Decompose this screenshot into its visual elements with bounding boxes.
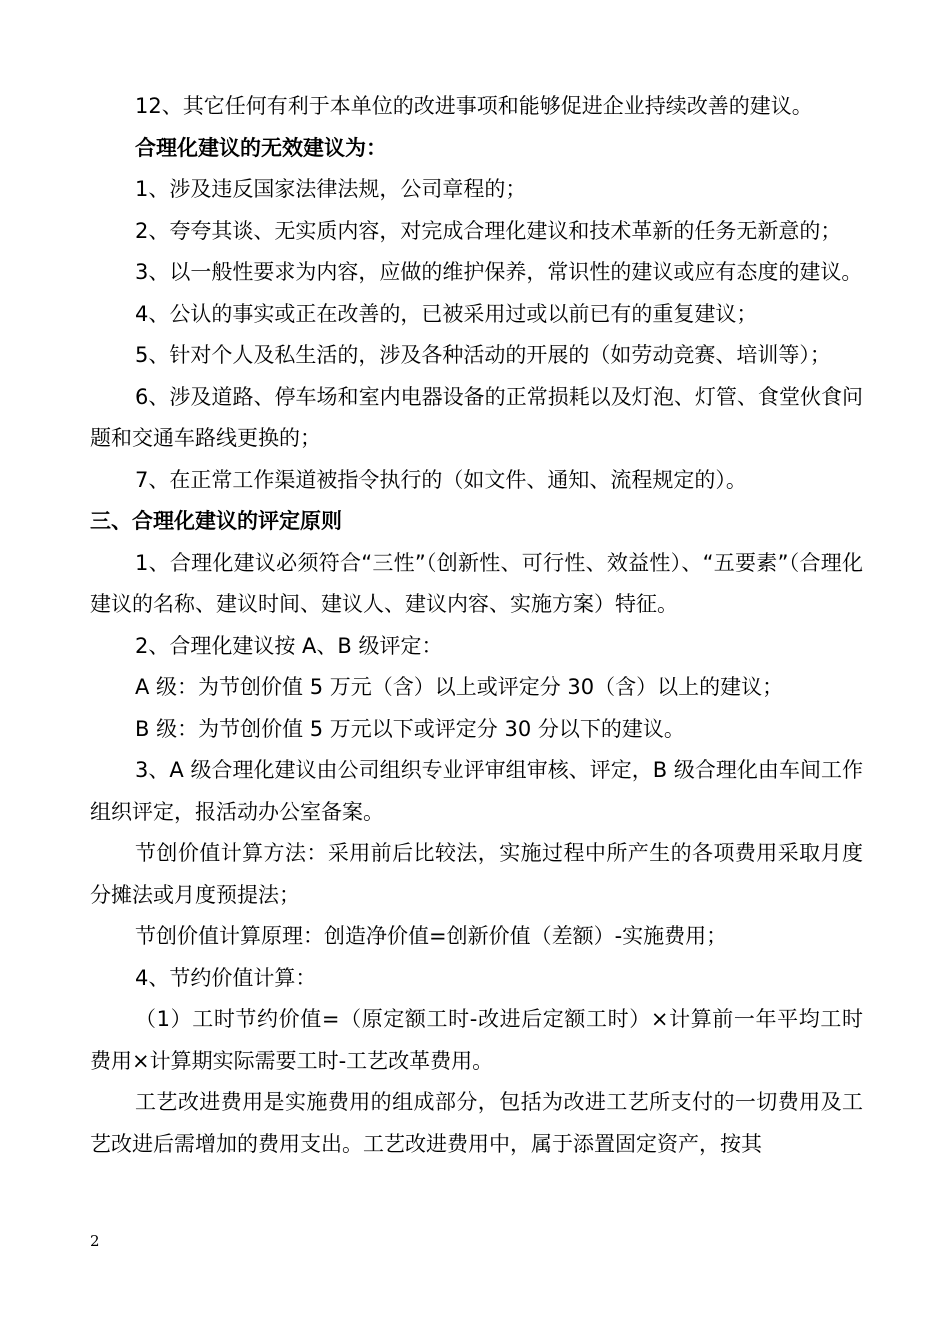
paragraph: 1、合理化建议必须符合“三性”（创新性、可行性、效益性）、“五要素”（合理化建议的名称、建议时间、建议人、建议内容、实施方案）特征。 bbox=[90, 550, 863, 616]
paragraph: 4、公认的事实或正在改善的，已被采用过或以前已有的重复建议； bbox=[135, 301, 758, 326]
paragraph: 节创价值计算方法：采用前后比较法，实施过程中所产生的各项费用采取月度分摊法或月度预提法； bbox=[90, 841, 863, 907]
paragraph: 2、夸夸其谈、无实质内容，对完成合理化建议和技术革新的任务无新意的； bbox=[135, 218, 842, 243]
paragraph: A 级：为节创价值 5 万元（含）以上或评定分 30（含）以上的建议； bbox=[135, 675, 784, 699]
paragraph: 7、在正常工作渠道被指令执行的（如文件、通知、流程规定的）。 bbox=[135, 467, 747, 492]
section-heading: 三、合理化建议的评定原则 bbox=[90, 509, 342, 533]
page-number: 2 bbox=[90, 1232, 100, 1250]
paragraph: 5、针对个人及私生活的，涉及各种活动的开展的（如劳动竞赛、培训等）； bbox=[135, 343, 831, 367]
paragraph: 工艺改进费用是实施费用的组成部分，包括为改进工艺所支付的一切费用及工艺改进后需增加的费用支出。工艺改进费用中，属于添置固定资产，按其 bbox=[90, 1090, 863, 1156]
paragraph: 4、节约价值计算： bbox=[135, 965, 317, 990]
document-body bbox=[90, 86, 863, 1165]
paragraph: 3、A 级合理化建议由公司组织专业评审组审核、评定，B 级合理化由车间工作组织评定，报活动办公室备案。 bbox=[90, 758, 863, 824]
paragraph: 6、涉及道路、停车场和室内电器设备的正常损耗以及灯泡、灯管、食堂伙食问题和交通车路线更换的； bbox=[90, 384, 863, 450]
paragraph: 节创价值计算原理：创造净价值=创新价值（差额）-实施费用； bbox=[135, 924, 728, 948]
section-heading: 合理化建议的无效建议为： bbox=[135, 135, 387, 160]
paragraph: （1）工时节约价值=（原定额工时-改进后定额工时）×计算前一年平均工时费用×计算期实际需要工时-工艺改革费用。 bbox=[90, 1007, 863, 1073]
paragraph: 3、以一般性要求为内容，应做的维护保养，常识性的建议或应有态度的建议。 bbox=[135, 260, 863, 284]
paragraph: 12、其它任何有利于本单位的改进事项和能够促进企业持续改善的建议。 bbox=[135, 94, 813, 118]
paragraph: 2、合理化建议按 A、B 级评定： bbox=[135, 633, 443, 658]
paragraph: B 级：为节创价值 5 万元以下或评定分 30 分以下的建议。 bbox=[135, 716, 685, 741]
paragraph: 1、涉及违反国家法律法规，公司章程的； bbox=[135, 177, 527, 201]
